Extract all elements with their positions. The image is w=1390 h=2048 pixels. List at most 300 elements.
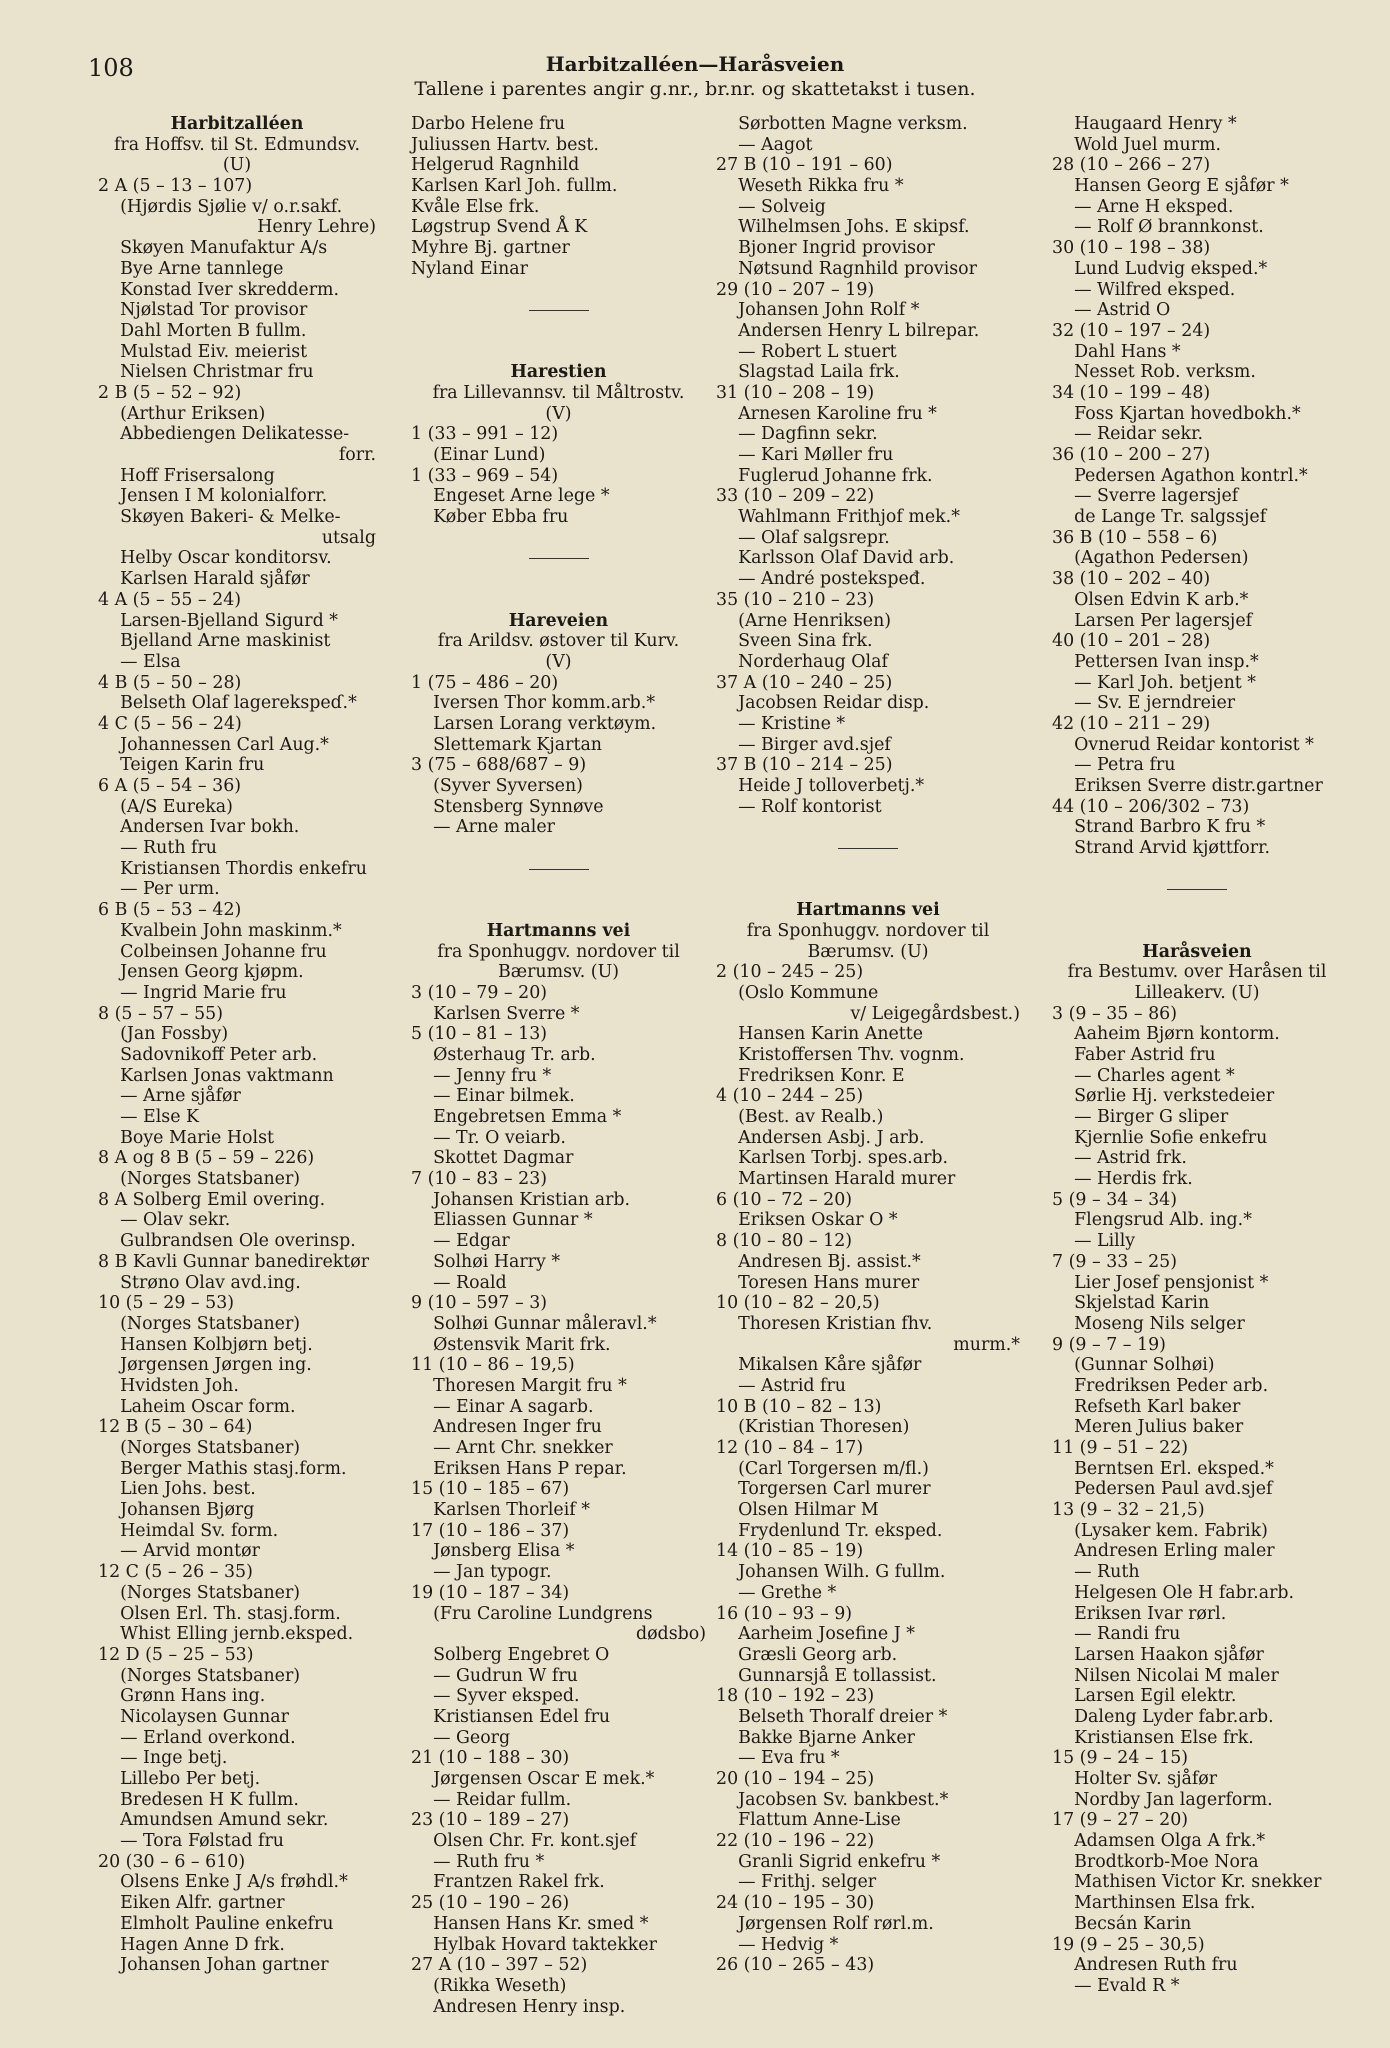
directory-entry: Nilsen Nicolai M maler bbox=[1052, 1665, 1279, 1686]
directory-entry: — Reidar fullm. bbox=[411, 1789, 572, 1810]
entry-continuation: dødsbo) bbox=[635, 1624, 706, 1645]
directory-entry: 24 (10 – 195 – 30) bbox=[716, 1893, 875, 1914]
directory-entry: (Rikka Weseth) bbox=[411, 1975, 567, 1996]
directory-entry bbox=[411, 879, 706, 900]
directory-entry: Lillebo Per betj. bbox=[98, 1769, 261, 1789]
directory-entry: (Oslo Kommune bbox=[716, 982, 879, 1003]
directory-entry: Colbeinsen Johanne fru bbox=[98, 941, 327, 962]
directory-entry: Strøno Olav avd.ing. bbox=[98, 1272, 301, 1293]
directory-entry: Helgerud Ragnhild bbox=[411, 155, 580, 176]
directory-entry: Bye Arne tannlege bbox=[98, 258, 284, 279]
directory-entry: Strand Barbro K fru * bbox=[1052, 817, 1266, 838]
directory-entry: 37 A (10 – 240 – 25) bbox=[716, 672, 893, 693]
directory-entry: — Arnt Chr. snekker bbox=[411, 1438, 613, 1458]
directory-entry: Kristiansen Thordis enkefru bbox=[98, 858, 367, 879]
directory-entry: Holter Sv. sjåfør bbox=[1052, 1769, 1218, 1789]
directory-entry: 42 (10 – 211 – 29) bbox=[1052, 713, 1211, 734]
directory-entry: 21 (10 – 188 – 30) bbox=[411, 1748, 570, 1769]
directory-entry: Johansen Johan gartner bbox=[98, 1955, 329, 1976]
directory-entry: Gunnarsjå E tollassist. bbox=[716, 1665, 937, 1686]
directory-entry: Nøtsund Ragnhild provisor bbox=[716, 258, 977, 279]
street-description: fra Arildsv. østover til Kurv. bbox=[437, 631, 680, 652]
directory-entry: 27 A (10 – 397 – 52) bbox=[411, 1955, 588, 1976]
directory-entry: Jørgensen Oscar E mek.* bbox=[411, 1769, 655, 1789]
directory-entry: 3 (10 – 79 – 20) bbox=[411, 982, 548, 1003]
directory-entry: Slagstad Laila frk. bbox=[716, 362, 900, 383]
street-description: Lilleakerv. (U) bbox=[1134, 982, 1260, 1003]
directory-entry bbox=[1052, 900, 1342, 921]
directory-entry bbox=[411, 321, 706, 342]
directory-entry: — Jenny fru * bbox=[411, 1065, 552, 1086]
directory-entry: Nyland Einar bbox=[411, 258, 528, 279]
directory-entry: Thoresen Margit fru * bbox=[411, 1375, 627, 1396]
directory-entry: — Olav sekr. bbox=[98, 1210, 231, 1231]
directory-entry: — Eva fru * bbox=[716, 1748, 840, 1769]
directory-entry: (Lysaker kem. Fabrik) bbox=[1052, 1520, 1268, 1541]
directory-entry: Karlsson Olaf David arb. bbox=[716, 548, 955, 569]
column-3 bbox=[716, 114, 1020, 1976]
directory-entry: Amundsen Amund sekr. bbox=[98, 1810, 329, 1831]
directory-entry: Kvalbein John maskinm.* bbox=[98, 920, 342, 941]
directory-entry: (Norges Statsbaner) bbox=[98, 1169, 301, 1190]
directory-entry: Larsen Per lagersjef bbox=[1052, 610, 1253, 631]
directory-entry: 4 B (5 – 50 – 28) bbox=[98, 672, 242, 693]
directory-entry: — Ruth bbox=[1052, 1562, 1140, 1583]
directory-entry: Andresen Inger fru bbox=[411, 1417, 602, 1438]
directory-entry: Gulbrandsen Ole overinsp. bbox=[98, 1231, 356, 1252]
directory-entry: Sørbotten Magne verksm. bbox=[716, 114, 968, 134]
directory-entry: — Robert L stuert bbox=[716, 341, 897, 362]
directory-entry: (Norges Statsbaner) bbox=[98, 1438, 301, 1458]
directory-entry: Toresen Hans murer bbox=[716, 1272, 920, 1293]
page-subtitle: Tallene i parentes angir g.nr., br.nr. og skattetakst i tusen. bbox=[414, 78, 976, 100]
directory-entry: Lier Josef pensjonist * bbox=[1052, 1272, 1269, 1293]
directory-entry: — André postekspeđ. bbox=[716, 569, 926, 590]
directory-entry: — Grethe * bbox=[716, 1582, 837, 1603]
directory-entry bbox=[411, 280, 706, 301]
directory-entry: Olsen Hilmar M bbox=[716, 1500, 879, 1521]
section-divider bbox=[716, 838, 1020, 859]
directory-entry: Arnesen Karoline fru * bbox=[716, 403, 937, 424]
directory-entry: Jørgensen Jørgen ing. bbox=[98, 1355, 312, 1376]
directory-entry: Boye Marie Holst bbox=[98, 1127, 274, 1148]
directory-entry: — Petra fru bbox=[1052, 755, 1176, 776]
directory-entry: 34 (10 – 199 – 48) bbox=[1052, 382, 1211, 403]
directory-entry: 17 (9 – 27 – 20) bbox=[1052, 1810, 1189, 1831]
directory-entry: Sadovnikoff Peter arb. bbox=[98, 1044, 318, 1065]
entry-continuation: utsalg bbox=[321, 527, 376, 548]
directory-entry: — Kari Møller fru bbox=[716, 445, 894, 465]
directory-entry: Nielsen Christmar fru bbox=[98, 362, 314, 383]
directory-entry: 5 (10 – 81 – 13) bbox=[411, 1024, 548, 1045]
directory-entry: Andersen Ivar bokh. bbox=[98, 817, 300, 838]
directory-entry: — Inge betj. bbox=[98, 1748, 228, 1769]
directory-entry: Pedersen Agathon kontrl.* bbox=[1052, 465, 1308, 486]
directory-entry: Olsen Erl. Th. stasj.form. bbox=[98, 1603, 341, 1624]
directory-entry: Foss Kjartan hovedbokh.* bbox=[1052, 403, 1301, 424]
directory-entry: 12 (10 – 84 – 17) bbox=[716, 1438, 864, 1458]
directory-entry: Kvåle Else frk. bbox=[411, 196, 540, 217]
street-description: fra Sponhuggv. nordover til bbox=[746, 920, 990, 941]
directory-entry: Mikalsen Kåre sjåfør bbox=[716, 1355, 922, 1376]
directory-entry: Eiken Alfr. gartner bbox=[98, 1893, 285, 1914]
directory-entry: (Norges Statsbaner) bbox=[98, 1313, 301, 1334]
directory-entry: — Syver eksped. bbox=[411, 1686, 580, 1707]
directory-entry: — Arne sjåfør bbox=[98, 1086, 241, 1107]
directory-entry: — Birger G sliper bbox=[1052, 1107, 1229, 1127]
directory-entry: — Ingrid Marie fru bbox=[98, 982, 287, 1003]
directory-entry: Johannessen Carl Aug.* bbox=[98, 734, 329, 755]
directory-entry: 26 (10 – 265 – 43) bbox=[716, 1955, 875, 1976]
directory-entry: — Astrid frk. bbox=[1052, 1148, 1187, 1169]
directory-entry: Faber Astrid fru bbox=[1052, 1044, 1216, 1065]
directory-entry: Stensberg Synnøve bbox=[411, 796, 604, 817]
directory-entry: (Agathon Pedersen) bbox=[1052, 548, 1249, 569]
directory-entry: — Randi fru bbox=[1052, 1624, 1181, 1645]
directory-entry: Mathisen Victor Kr. snekker bbox=[1052, 1872, 1322, 1893]
directory-entry: Grønn Hans ing. bbox=[98, 1686, 266, 1707]
directory-entry: Hoff Frisersalong bbox=[98, 465, 275, 486]
page-number: 108 bbox=[88, 54, 134, 82]
directory-entry: Bakke Bjarne Anker bbox=[716, 1727, 915, 1748]
directory-entry: Engeset Arne lege * bbox=[411, 486, 610, 507]
directory-entry: 40 (10 – 201 – 28) bbox=[1052, 631, 1211, 652]
directory-entry: (Norges Statsbaner) bbox=[98, 1582, 301, 1603]
column-1 bbox=[98, 114, 376, 1976]
directory-entry: 27 B (10 – 191 – 60) bbox=[716, 155, 893, 176]
directory-entry: Fredriksen Peder arb. bbox=[1052, 1375, 1269, 1396]
entry-continuation: forr. bbox=[338, 445, 376, 465]
directory-entry: de Lange Tr. salgssjef bbox=[1052, 507, 1267, 528]
directory-entry: Sveen Sina frk. bbox=[716, 631, 873, 652]
directory-entry: 10 (10 – 82 – 20,5) bbox=[716, 1293, 880, 1314]
directory-entry bbox=[716, 817, 1020, 838]
directory-entry: Eriksen Hans P repar. bbox=[411, 1458, 627, 1479]
directory-entry: — Tora Følstad fru bbox=[98, 1831, 284, 1852]
directory-entry: Løgstrup Svend Å K bbox=[411, 217, 588, 238]
directory-entry: 25 (10 – 190 – 26) bbox=[411, 1893, 570, 1914]
directory-entry: Fuglerud Johanne frk. bbox=[716, 465, 933, 486]
directory-entry: Nesset Rob. verksm. bbox=[1052, 362, 1256, 383]
directory-entry: — Sv. E jerndreier bbox=[1052, 693, 1236, 714]
directory-entry: Hansen Kolbjørn betj. bbox=[98, 1334, 313, 1355]
directory-entry: Andresen Bj. assist.* bbox=[716, 1251, 921, 1272]
directory-entry: Pettersen Ivan insp.* bbox=[1052, 651, 1259, 672]
directory-entry: — Solveig bbox=[716, 196, 826, 217]
directory-entry: 13 (9 – 32 – 21,5) bbox=[1052, 1500, 1205, 1521]
directory-entry: Karlsen Sverre * bbox=[411, 1003, 580, 1024]
directory-entry: — Frithj. selger bbox=[716, 1872, 877, 1893]
section-divider bbox=[411, 859, 706, 880]
directory-entry: 8 (10 – 80 – 12) bbox=[716, 1231, 853, 1252]
directory-entry: (Fru Caroline Lundgrens bbox=[411, 1603, 653, 1624]
directory-entry: Karlsen Jonas vaktmann bbox=[98, 1065, 334, 1086]
directory-entry bbox=[411, 569, 706, 590]
directory-entry: Moseng Nils selger bbox=[1052, 1313, 1245, 1334]
directory-entry: — Astrid fru bbox=[716, 1375, 846, 1396]
directory-entry: Kristiansen Else frk. bbox=[1052, 1727, 1254, 1748]
directory-entry: 4 A (5 – 55 – 24) bbox=[98, 589, 242, 610]
directory-entry: 12 B (5 – 30 – 64) bbox=[98, 1417, 253, 1438]
directory-entry: — Erland overkond. bbox=[98, 1727, 296, 1748]
directory-entry: Konstad Iver skredderm. bbox=[98, 279, 340, 300]
directory-entry bbox=[411, 590, 706, 611]
directory-entry: Teigen Karin fru bbox=[98, 755, 265, 776]
directory-entry: — Einar A sagarb. bbox=[411, 1396, 594, 1417]
directory-entry: Johansen John Rolf * bbox=[716, 300, 920, 321]
directory-entry: Køber Ebba fru bbox=[411, 507, 569, 528]
directory-entry: Larsen Egil elektr. bbox=[1052, 1686, 1237, 1707]
directory-entry: Olsens Enke J A/s frøhdl.* bbox=[98, 1872, 348, 1893]
directory-entry: — Rolf Ø brannkonst. bbox=[1052, 217, 1264, 238]
directory-entry: — Hedvig * bbox=[716, 1934, 839, 1955]
directory-entry: — Ruth fru bbox=[98, 838, 217, 859]
directory-entry: Karlsen Karl Joh. fullm. bbox=[411, 176, 618, 197]
directory-entry: Hansen Karin Anette bbox=[716, 1024, 924, 1045]
directory-entry: Andresen Ruth fru bbox=[1052, 1955, 1238, 1976]
directory-entry: Heide J tolloverbetj.* bbox=[716, 776, 925, 796]
street-description: (U) bbox=[222, 155, 252, 176]
directory-entry: 7 (9 – 33 – 25) bbox=[1052, 1251, 1177, 1272]
directory-entry: — Georg bbox=[411, 1727, 511, 1748]
directory-entry: Larsen Haakon sjåfør bbox=[1052, 1644, 1264, 1665]
directory-entry: Eriksen Oskar O * bbox=[716, 1210, 898, 1231]
directory-entry: Skjelstad Karin bbox=[1052, 1293, 1210, 1314]
directory-entry: Olsen Edvin K arb.* bbox=[1052, 589, 1249, 610]
directory-entry: Eriksen Sverre distr.gartner bbox=[1052, 776, 1323, 796]
directory-entry bbox=[411, 528, 706, 549]
directory-entry: Whist Elling jernb.eksped. bbox=[98, 1624, 354, 1645]
directory-entry: 12 C (5 – 26 – 35) bbox=[98, 1562, 253, 1583]
directory-entry: Østensvik Marit frk. bbox=[411, 1334, 611, 1355]
directory-entry: Dahl Morten B fullm. bbox=[98, 320, 307, 341]
directory-entry: Dahl Hans * bbox=[1052, 341, 1181, 362]
directory-entry: Andersen Asbj. J arb. bbox=[716, 1127, 925, 1148]
directory-entry: Wold Juel murm. bbox=[1052, 134, 1222, 155]
directory-entry: Berger Mathis stasj.form. bbox=[98, 1458, 347, 1479]
directory-entry: Belseth Olaf lagerekspeɗ.* bbox=[98, 693, 357, 714]
directory-entry: Pedersen Paul avd.sjef bbox=[1052, 1479, 1273, 1500]
directory-entry: Lund Ludvig eksped.* bbox=[1052, 258, 1268, 279]
directory-entry: — Per urm. bbox=[98, 879, 220, 900]
directory-entry: — Evald R * bbox=[1052, 1975, 1180, 1996]
directory-entry: 2 B (5 – 52 – 92) bbox=[98, 382, 242, 403]
directory-entry: 37 B (10 – 214 – 25) bbox=[716, 755, 893, 776]
directory-entry: Heimdal Sv. form. bbox=[98, 1520, 279, 1541]
directory-entry: 44 (10 – 206/302 – 73) bbox=[1052, 796, 1250, 817]
directory-entry bbox=[716, 879, 1020, 900]
street-description: (V) bbox=[545, 403, 572, 424]
directory-entry: 1 (33 – 969 – 54) bbox=[411, 465, 559, 486]
directory-entry: — Sverre lagersjef bbox=[1052, 486, 1239, 507]
directory-entry: Karlsen Thorleif * bbox=[411, 1500, 590, 1521]
directory-entry: 23 (10 – 189 – 27) bbox=[411, 1810, 570, 1831]
directory-entry: Martinsen Harald murer bbox=[716, 1169, 956, 1190]
directory-entry: Norderhaug Olaf bbox=[716, 651, 888, 672]
directory-entry: (Best. av Realb.) bbox=[716, 1107, 884, 1127]
street-description: Bærumsv. (U) bbox=[497, 962, 620, 983]
directory-entry: Elmholt Pauline enkefru bbox=[98, 1913, 334, 1934]
directory-entry: Bjoner Ingrid provisor bbox=[716, 238, 935, 259]
directory-entry: Aarheim Josefine J * bbox=[716, 1624, 915, 1645]
directory-entry: Hansen Georg E sjåfør * bbox=[1052, 176, 1289, 197]
directory-entry: (Gunnar Solhøi) bbox=[1052, 1355, 1215, 1376]
directory-entry: 11 (9 – 51 – 22) bbox=[1052, 1438, 1189, 1458]
directory-entry: 8 A og 8 B (5 – 59 – 226) bbox=[98, 1148, 315, 1169]
directory-entry: Kristoffersen Thv. vognm. bbox=[716, 1044, 965, 1065]
directory-entry: (Einar Lund) bbox=[411, 445, 546, 465]
directory-entry: 12 D (5 – 25 – 53) bbox=[98, 1644, 254, 1665]
directory-entry: Flengsrud Alb. ing.* bbox=[1052, 1210, 1252, 1231]
directory-entry: Hylbak Hovard taktekker bbox=[411, 1934, 657, 1955]
directory-entry: 1 (75 – 486 – 20) bbox=[411, 672, 559, 693]
directory-entry: Andresen Henry insp. bbox=[411, 1996, 626, 2017]
directory-entry: 29 (10 – 207 – 19) bbox=[716, 279, 875, 300]
directory-entry: (Arthur Eriksen) bbox=[98, 403, 266, 424]
directory-entry: — Lilly bbox=[1052, 1231, 1136, 1252]
directory-entry: — Charles agent * bbox=[1052, 1065, 1235, 1086]
directory-entry: — Rolf kontorist bbox=[716, 796, 882, 817]
directory-entry: Ovnerud Reidar kontorist * bbox=[1052, 734, 1314, 755]
directory-entry: — Elsa bbox=[98, 651, 181, 672]
directory-entry: (Kristian Thoresen) bbox=[716, 1417, 910, 1438]
directory-entry: — Aagot bbox=[716, 134, 813, 155]
directory-entry: — Else K bbox=[98, 1107, 200, 1127]
directory-entry: Johansen Kristian arb. bbox=[411, 1189, 631, 1210]
directory-entry: (Hjørdis Sjølie v/ o.r.sakf. bbox=[98, 196, 343, 217]
entry-continuation: Henry Lehre) bbox=[257, 217, 376, 238]
directory-entry: — Astrid O bbox=[1052, 300, 1171, 321]
directory-entry: Skøyen Manufaktur A/s bbox=[98, 238, 328, 259]
directory-entry: (Carl Torgersen m/fl.) bbox=[716, 1458, 929, 1479]
directory-entry: — Edgar bbox=[411, 1231, 510, 1252]
directory-entry: Brodtkorb-Moe Nora bbox=[1052, 1851, 1259, 1872]
directory-entry: 9 (9 – 7 – 19) bbox=[1052, 1334, 1166, 1355]
directory-entry: 18 (10 – 192 – 23) bbox=[716, 1686, 875, 1707]
directory-entry: 33 (10 – 209 – 22) bbox=[716, 486, 875, 507]
directory-entry: Olsen Chr. Fr. kont.sjef bbox=[411, 1831, 637, 1852]
directory-entry: Wilhelmsen Johs. E skipsf. bbox=[716, 217, 970, 238]
directory-entry: Nordby Jan lagerform. bbox=[1052, 1789, 1273, 1810]
directory-entry: Berntsen Erl. eksped.* bbox=[1052, 1458, 1274, 1479]
directory-entry: — Birger avd.sjef bbox=[716, 734, 891, 755]
directory-entry: 19 (9 – 25 – 30,5) bbox=[1052, 1934, 1205, 1955]
directory-entry: Andresen Erling maler bbox=[1052, 1541, 1275, 1562]
directory-entry: Lien Johs. best. bbox=[98, 1479, 256, 1500]
directory-entry: Karlsen Torbj. spes.arb. bbox=[716, 1148, 949, 1169]
running-title: Harbitzalléen—Haråsveien bbox=[545, 52, 845, 76]
column-2 bbox=[411, 114, 706, 2017]
directory-entry: (Norges Statsbaner) bbox=[98, 1665, 301, 1686]
directory-entry: Skottet Dagmar bbox=[411, 1148, 574, 1169]
directory-entry: Helby Oscar konditorsv. bbox=[98, 548, 332, 569]
street-description: fra Lillevannsv. til Måltrostv. bbox=[432, 382, 685, 403]
street-description: fra Sponhuggv. nordover til bbox=[437, 941, 680, 962]
directory-entry: Weseth Rikka fru * bbox=[716, 176, 904, 197]
directory-entry: Belseth Thoralf dreier * bbox=[716, 1706, 948, 1727]
directory-entry: Refseth Karl baker bbox=[1052, 1396, 1241, 1417]
street-heading: Hartmanns vei bbox=[796, 900, 940, 921]
directory-entry: 10 (5 – 29 – 53) bbox=[98, 1293, 235, 1314]
directory-entry: 30 (10 – 198 – 38) bbox=[1052, 238, 1211, 259]
directory-entry: 15 (10 – 185 – 67) bbox=[411, 1479, 570, 1500]
directory-entry: Jønsberg Elisa * bbox=[411, 1541, 575, 1562]
directory-entry: Østerhaug Tr. arb. bbox=[411, 1044, 596, 1065]
directory-entry: 15 (9 – 24 – 15) bbox=[1052, 1748, 1189, 1769]
directory-entry: — Karl Joh. betjent * bbox=[1052, 672, 1257, 693]
directory-entry: Nicolaysen Gunnar bbox=[98, 1706, 289, 1727]
directory-entry: Græsli Georg arb. bbox=[716, 1644, 898, 1665]
directory-entry: Bredesen H K fullm. bbox=[98, 1789, 299, 1810]
directory-entry: 20 (30 – 6 – 610) bbox=[98, 1851, 246, 1872]
directory-entry: 16 (10 – 93 – 9) bbox=[716, 1603, 853, 1624]
directory-entry: — Kristine * bbox=[716, 713, 846, 734]
directory-entry: — Reidar sekr. bbox=[1052, 424, 1204, 445]
directory-entry: Eliassen Gunnar * bbox=[411, 1210, 593, 1231]
directory-entry: — Arne maler bbox=[411, 817, 555, 838]
directory-entry: Juliussen Hartv. best. bbox=[411, 134, 599, 155]
directory-entry: Darbo Helene fru bbox=[411, 114, 566, 134]
directory-entry: Solhøi Gunnar måleravl.* bbox=[411, 1313, 657, 1334]
directory-entry: (Syver Syversen) bbox=[411, 776, 583, 796]
directory-entry: 10 B (10 – 82 – 13) bbox=[716, 1396, 882, 1417]
street-heading: Harbitzalléen bbox=[170, 114, 304, 134]
directory-entry: Hvidsten Joh. bbox=[98, 1375, 239, 1396]
column-4 bbox=[1052, 114, 1342, 1997]
directory-entry: Frydenlund Tr. eksped. bbox=[716, 1520, 943, 1541]
entry-continuation: v/ Leigegårdsbest.) bbox=[850, 1003, 1020, 1024]
directory-entry: 36 B (10 – 558 – 6) bbox=[1052, 527, 1218, 548]
directory-entry: Kjernlie Sofie enkefru bbox=[1052, 1127, 1268, 1148]
directory-entry: Andersen Henry L bilrepar. bbox=[716, 320, 980, 341]
directory-entry: 1 (33 – 991 – 12) bbox=[411, 424, 559, 445]
directory-entry: Laheim Oscar form. bbox=[98, 1396, 296, 1417]
street-heading: Hareveien bbox=[508, 610, 609, 631]
directory-entry: Helgesen Ole H fabr.arb. bbox=[1052, 1582, 1295, 1603]
directory-entry: Slettemark Kjartan bbox=[411, 734, 603, 755]
directory-entry: — Dagfinn sekr. bbox=[716, 424, 878, 445]
directory-entry: Flattum Anne-Lise bbox=[716, 1810, 901, 1831]
directory-entry: Thoresen Kristian fhv. bbox=[716, 1313, 933, 1334]
directory-entry: 3 (9 – 35 – 86) bbox=[1052, 1003, 1177, 1024]
directory-entry bbox=[411, 838, 706, 859]
directory-entry: 22 (10 – 196 – 22) bbox=[716, 1831, 875, 1852]
directory-entry: 8 (5 – 57 – 55) bbox=[98, 1003, 223, 1024]
directory-entry: Frantzen Rakel frk. bbox=[411, 1872, 605, 1893]
directory-entry bbox=[411, 342, 706, 363]
directory-entry bbox=[1052, 921, 1342, 942]
directory-entry: 14 (10 – 85 – 19) bbox=[716, 1541, 864, 1562]
directory-entry: Johansen Wilh. G fullm. bbox=[716, 1562, 946, 1583]
street-heading: Hartmanns vei bbox=[486, 920, 631, 941]
directory-entry: Larsen Lorang verktøym. bbox=[411, 713, 657, 734]
street-heading: Harestien bbox=[510, 362, 607, 383]
directory-entry: — Roald bbox=[411, 1272, 507, 1293]
directory-entry: — Wilfred eksped. bbox=[1052, 279, 1236, 300]
directory-entry: 28 (10 – 266 – 27) bbox=[1052, 155, 1211, 176]
directory-entry: — Einar bilmek. bbox=[411, 1086, 575, 1107]
directory-entry: Mulstad Eiv. meierist bbox=[98, 341, 308, 362]
directory-entry: Torgersen Carl murer bbox=[716, 1479, 931, 1500]
directory-entry: 6 B (5 – 53 – 42) bbox=[98, 900, 242, 921]
directory-entry: Jacobsen Sv. bankbest.* bbox=[716, 1789, 949, 1810]
directory-entry: — Tr. O veiarb. bbox=[411, 1127, 566, 1148]
directory-entry: Solberg Engebret O bbox=[411, 1644, 610, 1665]
street-description: (V) bbox=[545, 651, 572, 672]
directory-entry: Myhre Bj. gartner bbox=[411, 238, 570, 259]
directory-entry: Aaheim Bjørn kontorm. bbox=[1052, 1024, 1280, 1045]
directory-entry: 8 B Kavli Gunnar banedirektør bbox=[98, 1251, 370, 1272]
